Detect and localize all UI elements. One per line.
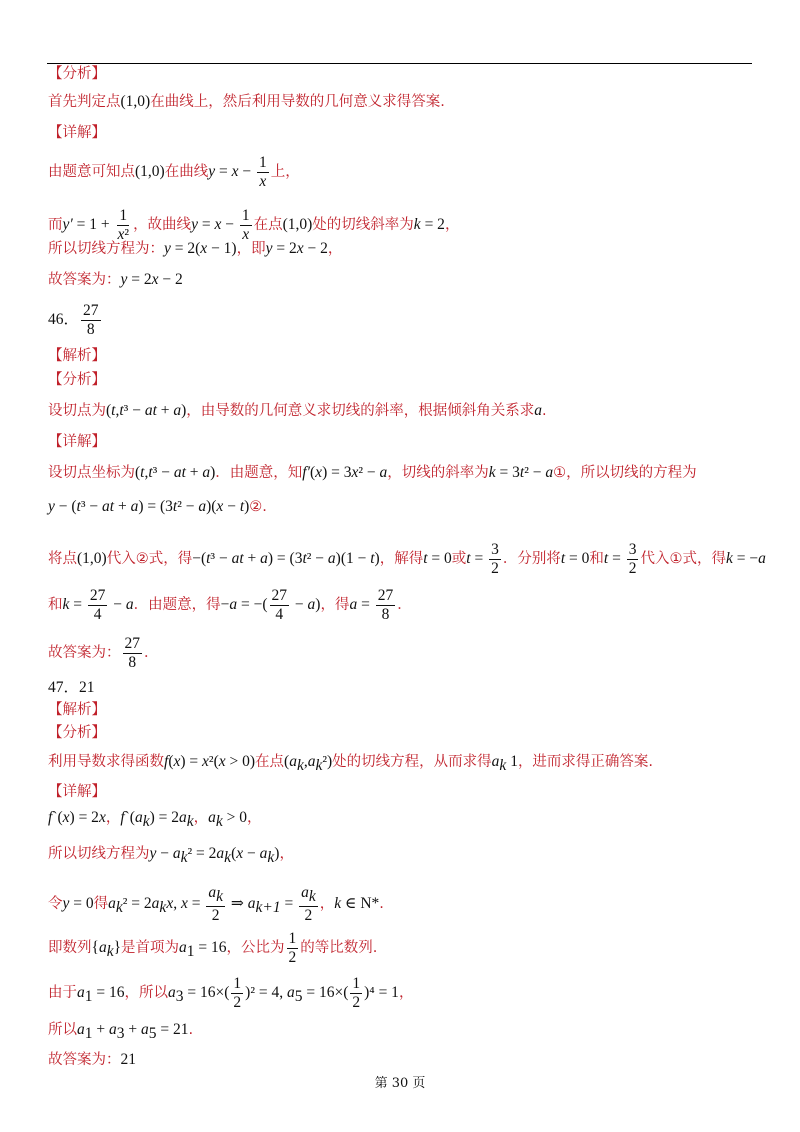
text-line	[48, 497, 267, 517]
section-label: 【解析】	[48, 348, 106, 364]
line-content: y − (t³ − at + a) = (3t² − a)(x − t)②.	[48, 498, 267, 515]
text-line	[48, 976, 413, 1010]
text-line	[48, 931, 377, 965]
line-content: 所以切线方程为：y = 2(x − 1)，即y = 2x − 2，	[48, 240, 343, 257]
line-content: 故答案为： $\frac{27}{8}$ ．	[48, 635, 159, 671]
line-content: 将点(1,0)代入②式，得−(t³ − at + a) = (3t² − a)(1 − t)，解得t = 0或t = $\frac{3}{2}$ ．分别将t = 0和t = $\frac{3}{2}$ 代入①式，得k = −a	[48, 541, 766, 577]
line-content: 而y′ = 1 + $\frac{1}{\text{x²}}$ ，故曲线y = x − $\frac{1}{x}$ 在点(1,0)处的切线斜率为k = 2，	[48, 207, 460, 243]
line-content: 即数列$\{a_k\}$是首项为$a_1 = 16$，公比为 $\frac{1}{2}$ 的等比数列.	[48, 930, 378, 966]
line-content: 和k = $\frac{27}{4}$ − a．由题意，得−a = −( $\frac{27}{4}$ − a)，得a = $\frac{27}{8}$ ．	[48, 587, 412, 623]
text-line	[48, 542, 766, 576]
section-label: 【详解】	[48, 784, 106, 800]
text-line	[48, 885, 384, 923]
top-rule	[47, 63, 752, 64]
line-content: 故答案为：y = 2x − 2	[48, 271, 183, 288]
section-label: 【详解】	[48, 125, 106, 141]
section-label: 【详解】	[48, 434, 106, 450]
line-content: f`(x) = 2x，$f`(a_k) = 2a_k$，$a_k > 0$，	[48, 809, 262, 830]
line-content: 46． $\frac{27}{8}$	[48, 302, 99, 338]
text-line	[48, 752, 653, 776]
section-label: 【分析】	[48, 66, 106, 82]
line-content: 设切点坐标为(t,t³ − at + a)．由题意，知f′(x) = 3x² − a，切线的斜率为k = 3t² − a①，所以切线的方程为	[48, 464, 697, 481]
text-line	[48, 155, 300, 189]
section-label: 【分析】	[48, 372, 106, 388]
line-content: 由于$a_1 = 16$，所以$a_3 = 16\times$( $\frac{1}{2}$ )² = 4, $a_5 = 16\times$( $\frac{1}{2}$ )⁴ = 1，	[48, 975, 414, 1011]
text-line	[48, 844, 294, 868]
text-line	[48, 270, 183, 290]
problem-number	[48, 678, 95, 698]
line-content: 利用导数求得函数f(x) = x²(x > 0)在点$(a_k,a_k^2)$处的切线方程，从而求得$a_k$ 1，进而求得正确答案.	[48, 753, 654, 774]
text-line	[48, 808, 262, 832]
text-line	[48, 208, 459, 242]
section-label: 【解析】	[48, 702, 106, 718]
text-line	[48, 1050, 136, 1070]
line-content: 所以切线方程为$y - a_k^2 = 2a_k(x - a_k)$，	[48, 845, 294, 866]
text-line	[48, 92, 445, 112]
text-line	[48, 463, 697, 483]
line-content: 首先判定点(1,0)在曲线上，然后利用导数的几何意义求得答案.	[48, 93, 445, 110]
page-footer: 第 30 页	[374, 1076, 426, 1091]
text-line	[48, 401, 547, 421]
line-content: 令y = 0得$a_k^2 = 2a_kx$, x = $\frac{a_k}{2}$ ⇒ $a_{k+1}$ = $\frac{a_k}{2}$ ，k ∈ N*.	[48, 884, 384, 924]
text-line	[48, 588, 412, 622]
line-content: 47．21	[48, 679, 95, 696]
text-line	[48, 1020, 193, 1044]
line-content: 故答案为：21	[48, 1051, 136, 1068]
problem-number	[48, 303, 103, 337]
line-content: 所以$a_1 + a_3 + a_5 = 21$.	[48, 1021, 194, 1042]
section-label: 【分析】	[48, 725, 106, 741]
text-line	[48, 636, 159, 670]
line-content: 由题意可知点(1,0)在曲线y = x − $\frac{1}{x}$ 上，	[48, 154, 300, 190]
line-content: 设切点为(t,t³ − at + a)，由导数的几何意义求切线的斜率，根据倾斜角关系求a.	[48, 402, 547, 419]
text-line	[48, 239, 342, 259]
